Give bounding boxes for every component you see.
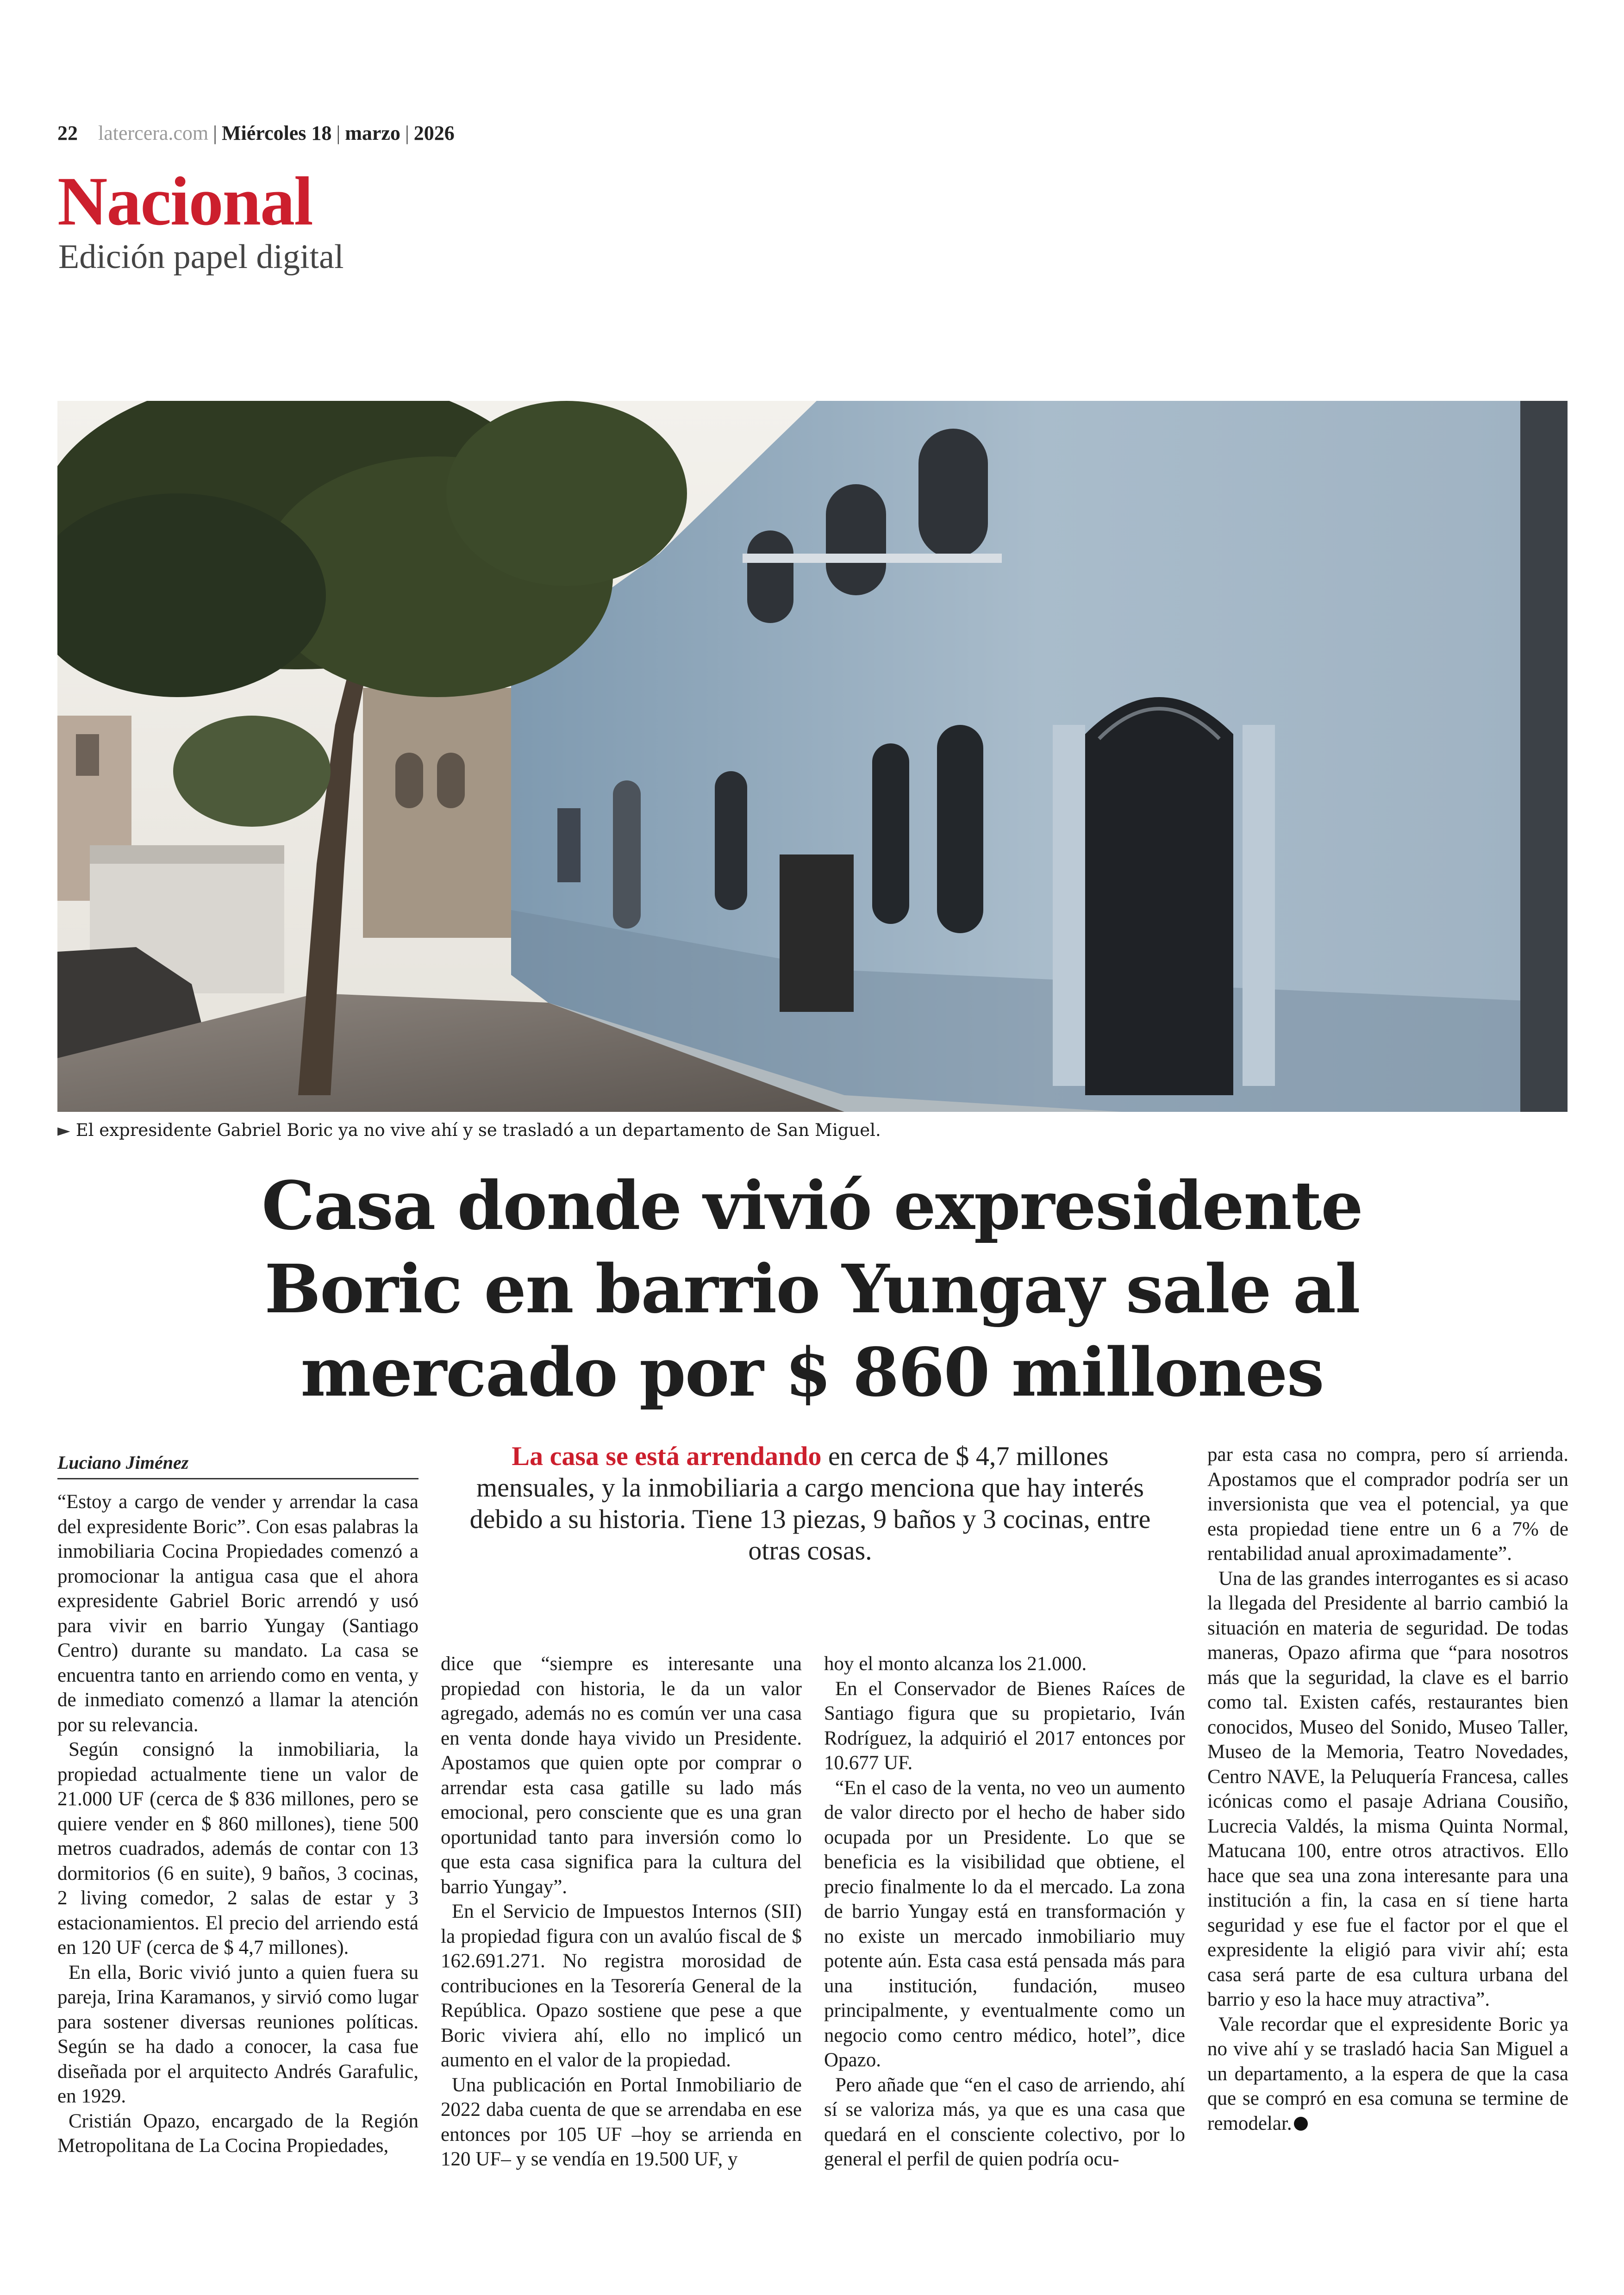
paragraph: En el Conservador de Bienes Raíces de Santiago figura que su propietario, Iván Rodríguez, la adquirió el 2017 entonces por 10.677 UF.	[824, 1678, 1185, 1774]
paragraph: Según consignó la inmobiliaria, la propiedad actualmente tiene un valor de 21.000 UF (cerca de $ 836 millones, pero se quiere vender en $ 860 millones), tiene 500 metros cuadrados, además de contar con 13 dormitorios (6 en suite), 9 baños, 3 cocinas, 2 living comedor, 2 salas de estar y 3 estacionamientos. El precio del arriendo está en 120 UF (cerca de $ 4,7 millones).	[57, 1739, 418, 1958]
paragraph: Pero añade que “en el caso de arriendo, ahí sí se valoriza más, ya que es una casa que quedará en el consciente colectivo, por lo general el perfil de quien podría ocu-	[824, 2074, 1185, 2170]
caption-text: El expresidente Gabriel Boric ya no vive ahí y se trasladó a un departamento de San Miguel.	[75, 1120, 881, 1140]
body-column-3	[824, 1652, 1185, 2172]
article-headline	[139, 1164, 1485, 1414]
end-of-article-icon	[1294, 2117, 1308, 2131]
paragraph: “En el caso de la venta, no veo un aumento de valor directo por el hecho de haber sido ocupada por un Presidente. Lo que se beneficia es la visibilidad que obtiene, el precio finalmente lo da el mercado. La zona de barrio Yungay está en transformación y no existe un mercado inmobiliario muy potente aún. Esta casa está pensada más para una institución, fundación, museo principalmente, y eventualmente como un negocio como centro médico, hotel”, dice Opazo.	[824, 1777, 1185, 2071]
section-title: Nacional	[57, 163, 312, 240]
body-column-4	[1207, 1442, 1568, 2136]
edition-label: Edición papel digital	[58, 238, 344, 276]
paragraph: Una publicación en Portal Inmobiliario de 2022 daba cuenta de que se arrendaba en ese entonces por 105 UF –hoy se arrienda en 120 UF– y se vendía en 19.500 UF, y	[441, 2074, 802, 2170]
paragraph: En ella, Boric vivió junto a quien fuera su pareja, Irina Karamanos, y sirvió como lugar para sostener diversas reuniones políticas. Según se ha dado a conocer, la casa fue diseñada por el arquitecto Andrés Garafulic, en 1929.	[57, 1961, 418, 2107]
folio-date-month: marzo	[345, 122, 400, 144]
headline-line-3: mercado por $ 860 millones	[300, 1333, 1324, 1411]
deck-lead: La casa se está arrendando	[512, 1441, 822, 1471]
folio-date-day: Miércoles 18	[221, 122, 332, 144]
body-column-2	[441, 1652, 802, 2172]
paragraph: dice que “siempre es interesante una propiedad con historia, le da un valor agregado, además no es común ver una casa en venta donde haya vivido un Presidente. Apostamos que quien opte por comprar o arrendar esta casa gatille su lado más emocional, pero consciente que es una gran oportunidad tanto para inversión como lo que esta casa significa para la cultura del barrio Yungay”.	[441, 1653, 802, 1898]
page-folio: 22 latercera.com | Miércoles 18 | marzo | 2026	[57, 122, 455, 144]
headline-line-2: Boric en barrio Yungay sale al	[264, 1250, 1360, 1328]
photo-caption	[57, 1120, 881, 1140]
paragraph: hoy el monto alcanza los 21.000.	[824, 1653, 1087, 1675]
body-column-1	[57, 1490, 418, 2158]
paragraph: par esta casa no compra, pero sí arrienda. Apostamos que el comprador podría ser un inversionista que vea el potencial, ya que esta propiedad tiene entre un 6 a 7% de rentabilidad anual aproximadamente”.	[1207, 1444, 1568, 1565]
paragraph: Cristián Opazo, encargado de la Región Metropolitana de La Cocina Propiedades,	[57, 2110, 418, 2157]
site-url[interactable]: latercera.com	[98, 122, 209, 144]
paragraph: En el Servicio de Impuestos Internos (SII) la propiedad figura con un avalúo fiscal de $ 162.691.271. No registra morosidad de contribuciones en la Tesorería General de la República. Opazo sostiene que pese a que Boric viviera ahí, ello no implicó un aumento en el valor de la propiedad.	[441, 1901, 802, 2071]
paragraph: “Estoy a cargo de vender y arrendar la casa del expresidente Boric”. Con esas palabras la inmobiliaria Cocina Propiedades comenzó a promocionar la antigua casa que el ahora expresidente Gabriel Boric arrendó y usó para vivir en barrio Yungay (Santiago Centro) durante su mandato. La casa se encuentra tanto en arriendo como en venta, y de inmediato comenzó a llamar la atención por su relevancia.	[57, 1491, 418, 1736]
paragraph	[1207, 2012, 1568, 2136]
paragraph: Una de las grandes interrogantes es si acaso la llegada del Presidente al barrio cambió la situación en materia de seguridad. De todas maneras, Opazo afirma que “para nosotros más que la seguridad, la clave es el barrio como tal. Existen cafés, restaurantes bien conocidos, Museo del Sonido, Museo Taller, Museo de la Memoria, Teatro Novedades, Centro NAVE, la Peluquería Francesa, calles icónicas como el pasaje Adriana Cousiño, Lucrecia Valdés, la misma Quinta Normal, Matucana 100, entre otros atractivos. Ello hace que sea una zona interesante para una institución a fin, la casa en sí tiene harta seguridad y ese fue el factor por el que el expresidente la eligió para vivir ahí; esta casa será parte de esa cultura urbana del barrio y eso la hace muy atractiva”.	[1207, 1567, 1568, 2010]
article-photo	[57, 401, 1568, 1112]
author-byline: Luciano Jiménez	[57, 1452, 418, 1479]
paragraph-text: Vale recordar que el expresidente Boric ya no vive ahí y se trasladó hacia San Miguel a un departamento, a la espera de que la casa que se compró en esa comuna se termine de remodelar.	[1207, 2013, 1568, 2134]
page-number: 22	[57, 122, 78, 144]
folio-date-year: 2026	[413, 122, 455, 144]
headline-line-1: Casa donde vivió expresidente	[262, 1166, 1362, 1245]
caption-arrow-icon: ►	[57, 1121, 70, 1140]
article-deck	[458, 1441, 1162, 1566]
deck-text: en cerca de $ 4,7 millones mensuales, y la inmobiliaria a cargo menciona que hay interés debido a su historia. Tiene 13 piezas, 9 baños y 3 cocinas, entre otras cosas.	[469, 1441, 1151, 1565]
